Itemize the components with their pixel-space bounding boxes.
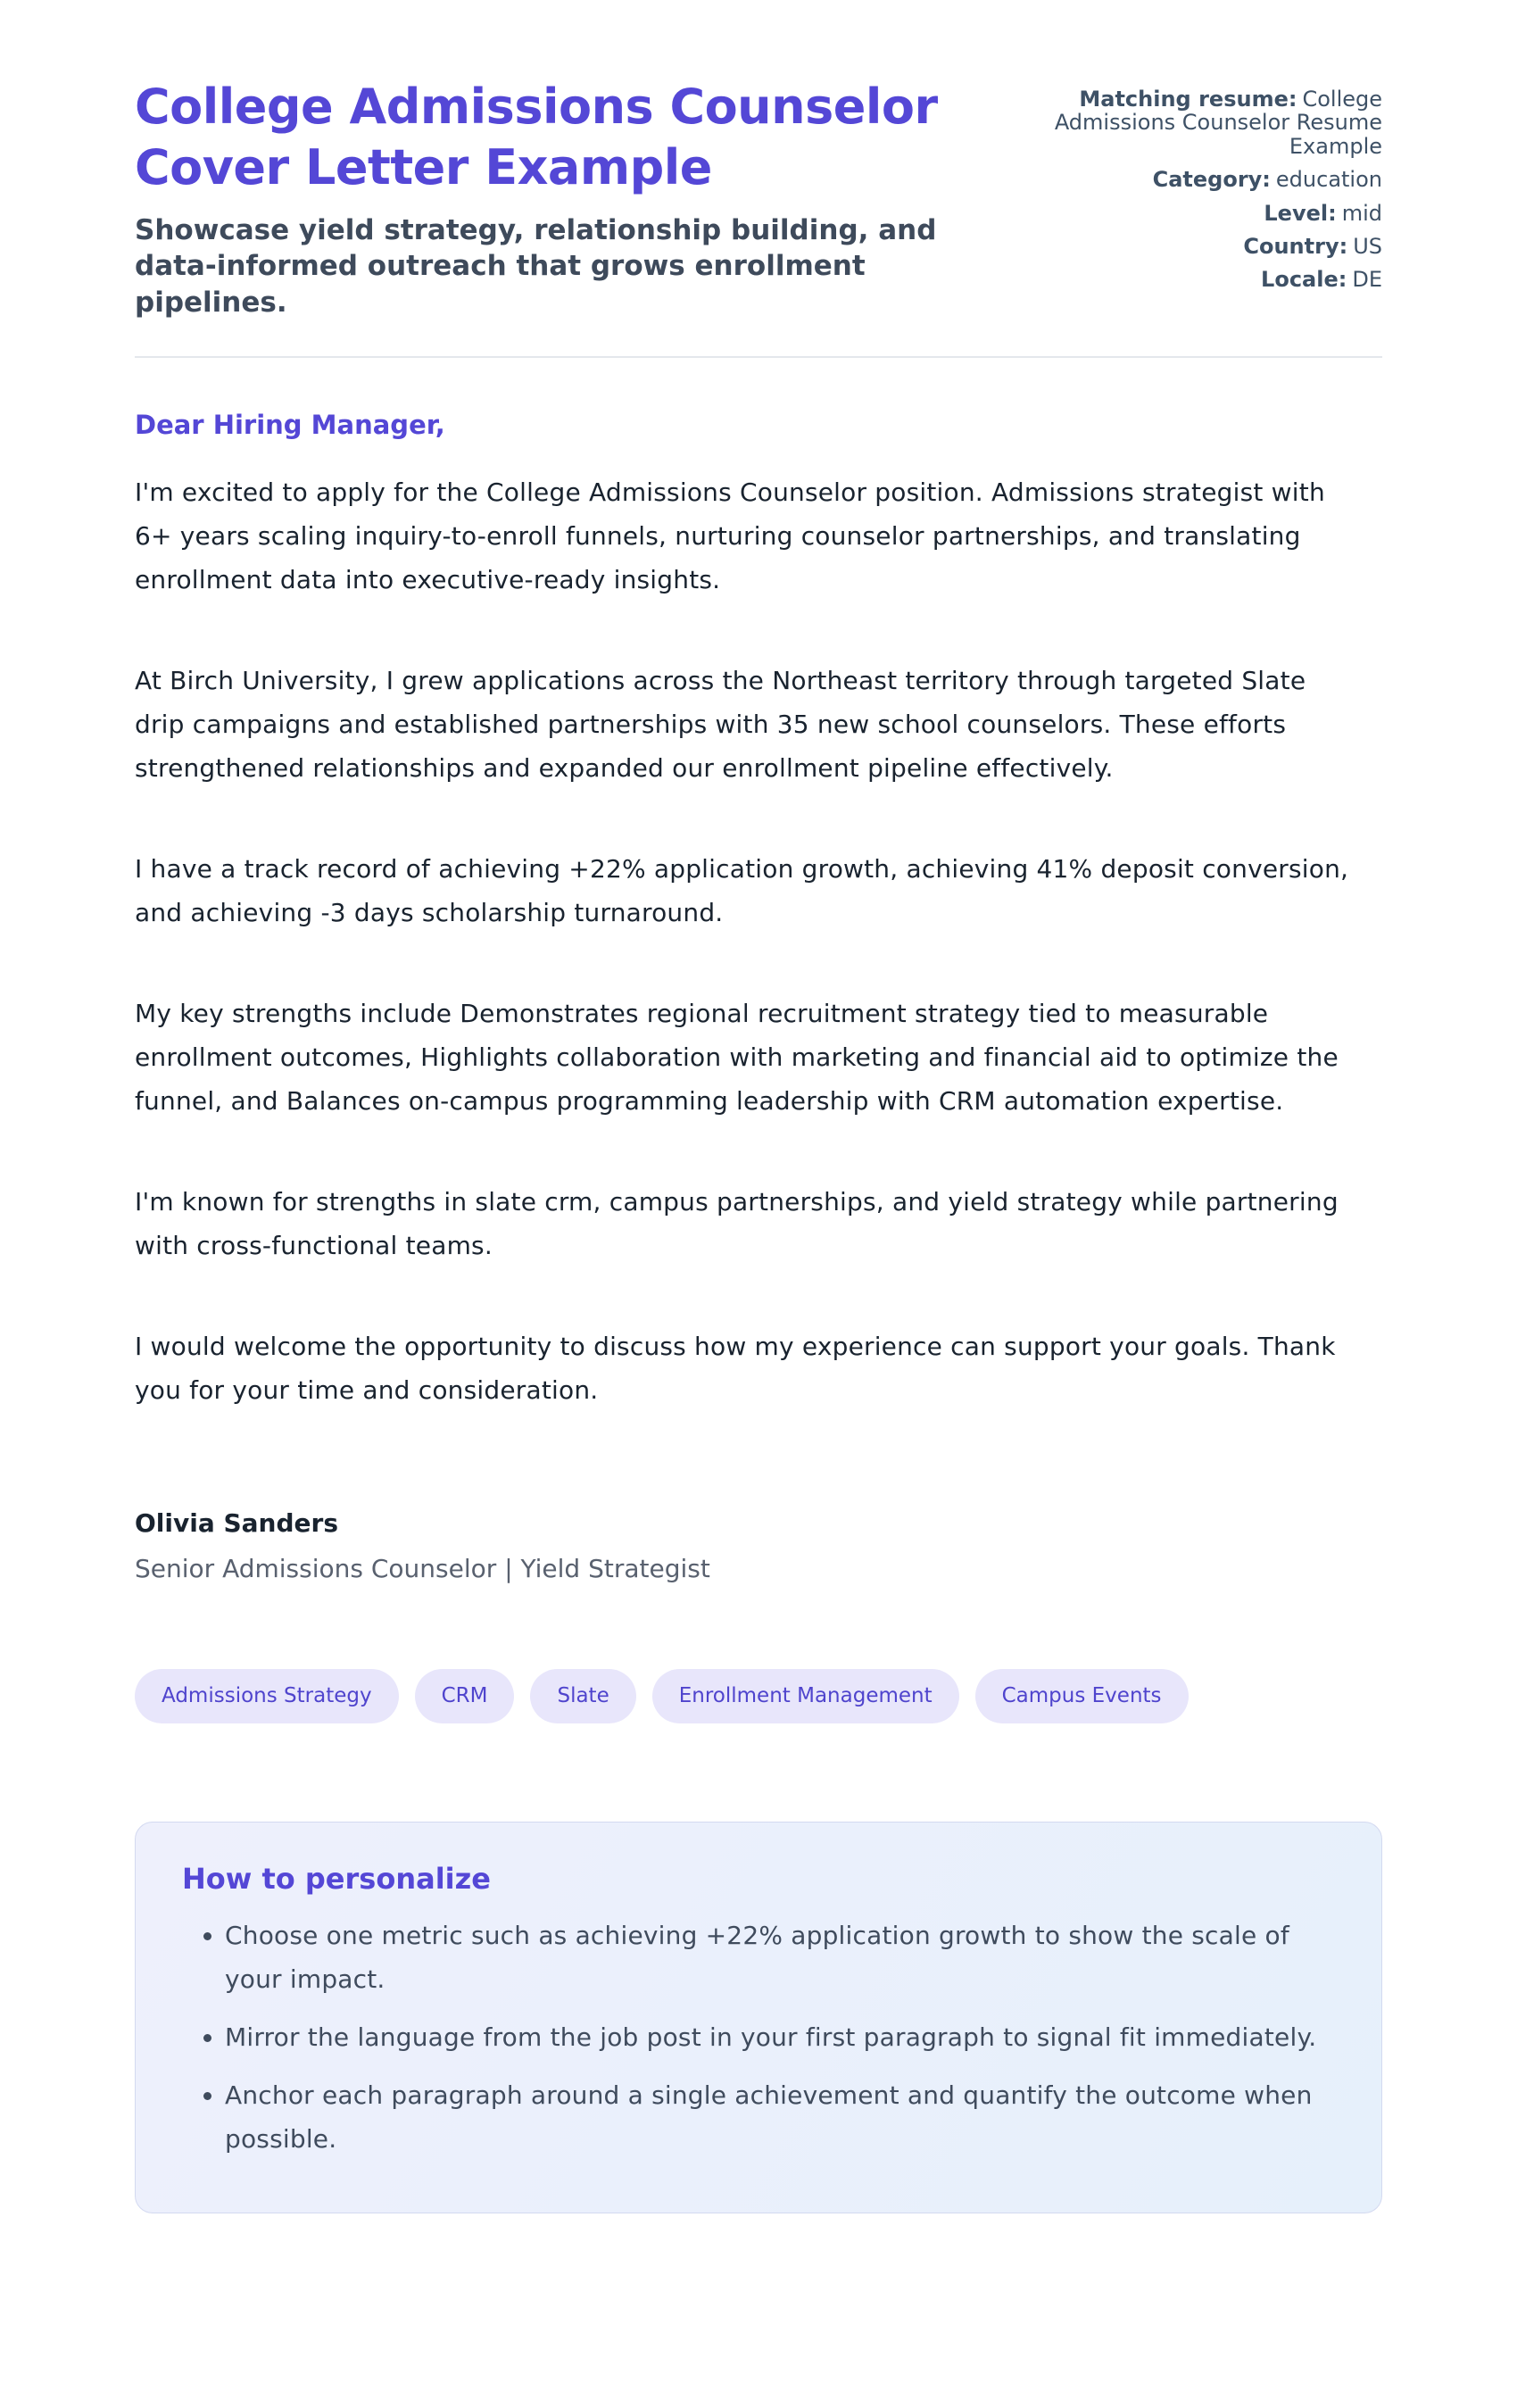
personalize-list: [182, 1914, 1335, 2161]
page-subtitle: Showcase yield strategy, relationship building, and data-informed outreach that grows enrollment pipelines.: [135, 214, 937, 319]
meta-label: Level:: [1264, 200, 1337, 226]
signature-name: Olivia Sanders: [135, 1507, 338, 1538]
tag-campus-events[interactable]: Campus Events: [975, 1669, 1189, 1723]
header: [135, 77, 1382, 320]
personalize-tip: • Mirror the language from the job post in your first paragraph to signal fit immediately.: [225, 2015, 1322, 2059]
tag-slate[interactable]: Slate: [530, 1669, 635, 1723]
meta-label: Country:: [1243, 233, 1348, 259]
letter-paragraph: I'm excited to apply for the College Admissions Counselor position. Admissions strategist with 6+ years scaling inquiry-to-enroll funnels, nurturing counselor partnerships, and translating enrollment data into executive-ready insights.: [135, 477, 1325, 594]
letter-body: [135, 410, 1382, 1583]
meta-value: College Admissions Counselor Resume Example: [1054, 87, 1382, 159]
meta-value: mid: [1341, 200, 1382, 226]
personalize-box: [135, 1822, 1382, 2213]
signature-role: Senior Admissions Counselor | Yield Strategist: [135, 1553, 710, 1583]
meta-label: Matching resume:: [1079, 87, 1297, 112]
cover-letter-page: [135, 0, 1382, 2213]
letter-paragraph: My key strengths include Demonstrates regional recruitment strategy tied to measurable enrollment outcomes, Highlights collaboration with marketing and financial aid to optimize the funnel, and Balances on-campus programming leadership with CRM automation expertise.: [135, 998, 1339, 1116]
tag-enrollment-management[interactable]: Enrollment Management: [652, 1669, 959, 1723]
letter-paragraph: I would welcome the opportunity to discuss how my experience can support your goals. Thank you for your time and consideration.: [135, 1331, 1336, 1405]
meta-row-matching-resume: [1050, 87, 1382, 158]
tag-admissions-strategy[interactable]: Admissions Strategy: [135, 1669, 399, 1723]
meta-panel: [1050, 77, 1382, 302]
personalize-tip: • Choose one metric such as achieving +22% application growth to show the scale of your impact.: [225, 1914, 1322, 2001]
letter-paragraph: I have a track record of achieving +22% application growth, achieving 41% deposit conversion, and achieving -3 days scholarship turnaround.: [135, 853, 1349, 927]
tag-list: [135, 1669, 1382, 1723]
meta-label: Locale:: [1261, 267, 1347, 293]
letter-paragraph: At Birch University, I grew applications across the Northeast territory through targeted Slate drip campaigns and established partnerships with 35 new school counselors. These efforts strengthened relationships and expanded our enrollment pipeline effectively.: [135, 665, 1306, 783]
page-title: College Admissions Counselor Cover Letter Example: [135, 79, 938, 196]
meta-row-country: [1050, 235, 1382, 258]
meta-value: US: [1353, 233, 1382, 259]
meta-value: education: [1275, 167, 1382, 193]
personalize-tip: • Anchor each paragraph around a single achievement and quantify the outcome when possible.: [225, 2073, 1322, 2161]
salutation: Dear Hiring Manager,: [135, 409, 445, 440]
meta-value: DE: [1352, 267, 1382, 293]
meta-row-category: [1050, 168, 1382, 191]
tag-crm[interactable]: CRM: [415, 1669, 515, 1723]
header-titles: [135, 77, 1015, 320]
personalize-heading: How to personalize: [182, 1861, 491, 1896]
meta-row-locale: [1050, 268, 1382, 291]
letter-paragraph: I'm known for strengths in slate crm, campus partnerships, and yield strategy while partnering with cross-functional teams.: [135, 1186, 1339, 1260]
divider: [135, 356, 1382, 358]
meta-label: Category:: [1152, 167, 1271, 193]
meta-row-level: [1050, 202, 1382, 225]
